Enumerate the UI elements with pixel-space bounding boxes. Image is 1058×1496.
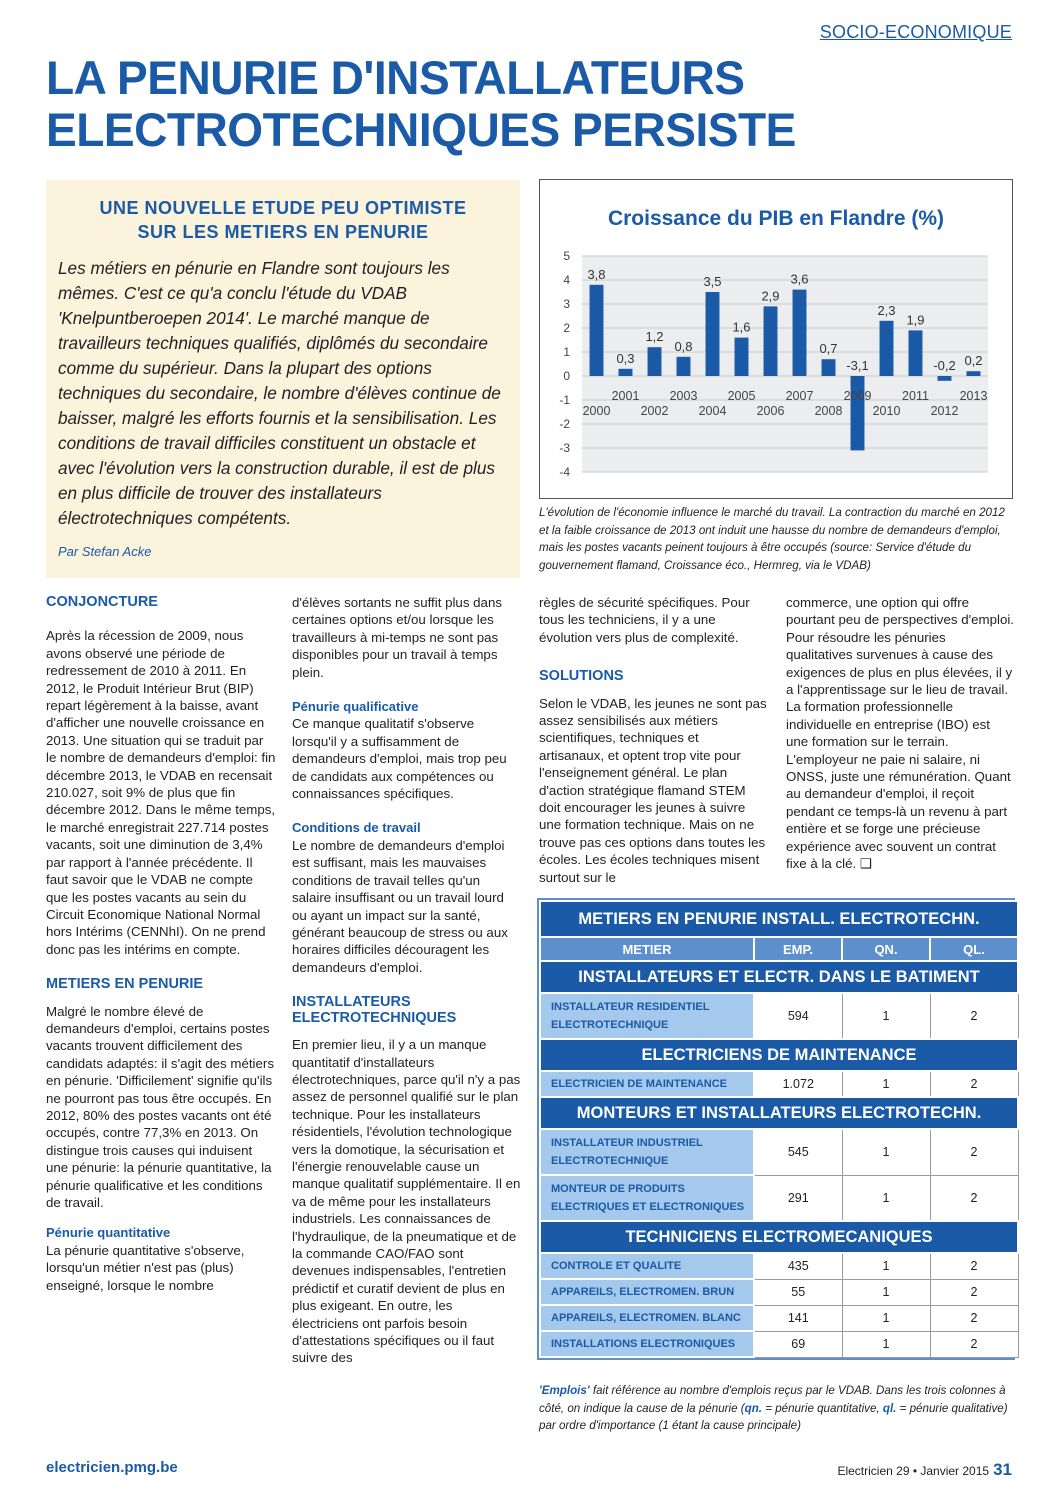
chart-title: Croissance du PIB en Flandre (%)	[607, 207, 945, 230]
metier-name	[540, 1129, 754, 1175]
table-row	[540, 1129, 1018, 1175]
qn-value: 1	[842, 1279, 930, 1305]
ql-value: 2	[930, 1331, 1018, 1357]
table-group-header: TECHNICIENS ELECTROMECANIQUES	[540, 1221, 1018, 1253]
data-label: 3,5	[703, 274, 722, 289]
emp-value: 435	[754, 1253, 842, 1279]
metier-name	[540, 993, 754, 1039]
y-tick-label: 0	[563, 369, 570, 383]
ql-value: 2	[930, 1175, 1018, 1221]
ql-value: 2	[930, 1129, 1018, 1175]
y-tick-label: -1	[559, 393, 570, 407]
x-tick-label: 2003	[669, 389, 698, 403]
heading-penurie-quantitative: Pénurie quantitative	[46, 1225, 171, 1241]
paragraph: Après la récession de 2009, nous avons observé une période de redressement de 2010 à 2011. En 2012, le Produit Intérieur Brut (BIP) repart légèrement à la baisse, avant d'afficher une nouvelle croissance en 2013. Une situation qui se traduit par le nombre de demandeurs d'emploi: fin décembre 2013, le VDAB en recensait 210.027, soit 9% de plus que fin décembre 2012. Dans le même temps, le marché enregistrait 227.714 postes vacants, soit une diminution de 3,4% par rapport à l'année précédente. Il faut savoir que le VDAB ne compte que les postes vacants au sein du Circuit Economique National Normal hors Intérims (CENNhI). On ne prend donc pas les intérims en compte.	[46, 628, 276, 957]
x-tick-label: 2002	[640, 404, 669, 418]
chart-bar	[938, 376, 952, 381]
chart-bar	[793, 290, 807, 376]
emp-value: 594	[754, 993, 842, 1039]
metier-name: INSTALLATIONS ELECTRONIQUES	[540, 1331, 754, 1357]
paragraph: Selon le VDAB, les jeunes ne sont pas assez sensibilisés aux métiers scientifiques, techniques et artisanaux, et optent trop vite pour l'enseignement général. Le plan d'action stratégique flamand STEM doit encourager les jeunes à suivre une formation technique. Mais on ne trouve pas ces options dans toutes les écoles. Les écoles techniques misent surtout sur le	[539, 695, 767, 885]
plot-area	[582, 256, 988, 472]
byline: Par Stefan Acke	[58, 544, 152, 559]
qn-value: 1	[842, 993, 930, 1039]
emp-value: 545	[754, 1129, 842, 1175]
emp-value: 291	[754, 1175, 842, 1221]
chart-bar	[851, 376, 865, 450]
table-row	[540, 1071, 1018, 1097]
shortage-table-wrap	[537, 898, 1015, 1360]
ql-value: 2	[930, 1305, 1018, 1331]
data-label: -0,2	[933, 358, 956, 373]
paragraph: Malgré le nombre élevé de demandeurs d'emploi, certains postes vacants trouvent difficilement des candidats adaptés: il s'agit des métiers en pénurie. 'Difficilement' signifie qu'ils ne pourront pas tous être occupés. En 2012, 80% des postes vacants ont été occupés, contre 77,3% en 2013. On distingue trois causes qui induisent une pénurie: la pénurie quantitative, la pénurie qualificative et les conditions de travail.	[46, 1003, 274, 1210]
emp-value: 69	[754, 1331, 842, 1357]
footer-issue	[837, 1460, 1012, 1480]
gdp-chart	[539, 179, 1013, 499]
intro-heading	[46, 196, 520, 244]
data-label: 0,2	[964, 353, 983, 369]
qn-value: 1	[842, 1129, 930, 1175]
paragraph: commerce, une option qui offre pourtant peu de perspectives d'emploi. Pour résoudre les pénuries qualitatives survenues à cause des exigences de plus en plus élevées, il y a l'apprentissage sur le lieu de travail. La formation professionnelle individuelle en entreprise (IBO) est une formation sur le terrain. L'employeur ne paie ni salaire, ni ONSS, juste une rémunération. Quant au demandeur d'emploi, il reçoit pendant ce temps-là un revenu à part entière et se forge une précieuse expérience avec souvent un contrat fixe à la clé. ❑	[786, 595, 1014, 872]
x-tick-label: 2013	[959, 389, 988, 403]
metier-name: APPAREILS, ELECTROMEN. BLANC	[540, 1305, 754, 1331]
header-emp: EMP.	[754, 937, 842, 961]
chart-bar	[735, 338, 749, 376]
note-text: fait référence au nombre d'emplois reçus par le VDAB. Dans les trois colonnes à côté, on indique la cause de la pénurie (	[539, 1384, 1006, 1415]
y-tick-label: 3	[563, 297, 570, 311]
header-ql: QL.	[930, 937, 1018, 961]
paragraph: Ce manque qualitatif s'observe lorsqu'il y a suffisamment de demandeurs d'emploi, mais trop peu de candidats aux compétences ou connaissances spécifiques.	[292, 716, 507, 802]
table-row	[540, 1305, 1018, 1331]
heading-metiers-en-penurie: METIERS EN PENURIE	[46, 976, 204, 993]
data-label: -3,1	[846, 358, 869, 373]
chart-bar	[677, 357, 691, 376]
data-label: 1,2	[645, 329, 664, 345]
y-tick-label: -3	[559, 441, 570, 455]
heading-conditions-de-travail: Conditions de travail	[292, 820, 421, 836]
column-2	[292, 594, 522, 1367]
intro-box	[46, 180, 520, 578]
intro-heading-line-1: UNE NOUVELLE ETUDE PEU OPTIMISTE	[99, 198, 467, 218]
table-group-header: MONTEURS ET INSTALLATEURS ELECTROTECHN.	[540, 1097, 1018, 1129]
shortage-table	[539, 900, 1019, 1358]
x-tick-label: 2004	[698, 404, 727, 418]
chart-svg	[540, 180, 1012, 498]
paragraph: En premier lieu, il y a un manque quantitatif d'installateurs électrotechniques, parce qu'il n'y a pas assez de personnel qualifié sur le plan technique. Pour les installateurs résidentiels, l'évolution technologique vers la domotique, la sécurisation et l'énergie renouvelable cause un manque qualitatif supplémentaire. Il en va de même pour les installateurs industriels. Les connaissances de l'hydraulique, de la pneumatique et de la commande CAO/FAO sont devenues indispensables, l'entretien prédictif et curatif devient de plus en plus exigeant. En outre, les électriciens ont parfois besoin d'attestations spécifiques ou il faut suivre des	[292, 1037, 521, 1366]
intro-text: Les métiers en pénurie en Flandre sont toujours les mêmes. C'est ce qu'a conclu l'étude du VDAB 'Knelpuntberoepen 2014'. Le marché manque de travailleurs techniques qualifiés, diplômés du secondaire comme du supérieur. Dans la plupart des options techniques du secondaire, le nombre d'élèves continue de baisser, malgré les efforts fournis et la sensibilisation. Les conditions de travail difficiles constituent un obstacle et avec l'évolution vers la construction durable, il est de plus en plus difficile de trouver des installateurs électrotechniques compétents.	[58, 258, 501, 528]
issue-label: Electricien 29 • Janvier 2015	[837, 1464, 990, 1478]
y-tick-label: 4	[563, 273, 570, 287]
chart-caption: L'évolution de l'économie influence le marché du travail. La contraction du marché en 2012 et la faible croissance de 2013 ont induit une hausse du nombre de demandeurs d'emploi, mais les postes vacants peinent toujours à être occupés (source: Service d'étude du gouvernement flamand, Croissance éco., Hermreg, via le VDAB)	[539, 506, 1005, 572]
heading-solutions: SOLUTIONS	[539, 668, 624, 685]
emp-value: 1.072	[754, 1071, 842, 1097]
note-text: = pénurie quantitative,	[762, 1401, 883, 1415]
table-row	[540, 993, 1018, 1039]
header-metier: METIER	[540, 937, 754, 961]
x-tick-label: 2012	[930, 404, 959, 418]
ql-value: 2	[930, 1279, 1018, 1305]
intro-heading-line-2: SUR LES METIERS EN PENURIE	[137, 222, 429, 242]
paragraph: d'élèves sortants ne suffit plus dans certaines options et/ou lorsque les travailleurs à mi-temps ne sont pas disponibles pour un travail à temps plein.	[292, 595, 502, 680]
chart-bar	[822, 359, 836, 376]
x-tick-label: 2001	[611, 389, 640, 403]
table-frame	[537, 898, 1015, 1360]
qn-value: 1	[842, 1331, 930, 1357]
metier-name-line: ELECTROTECHNIQUE	[551, 1155, 669, 1167]
note-emphasis: 'Emplois'	[539, 1384, 590, 1397]
table-group-header: ELECTRICIENS DE MAINTENANCE	[540, 1039, 1018, 1071]
note-emphasis: ql.	[882, 1401, 897, 1415]
x-tick-label: 2007	[785, 389, 814, 403]
table-note	[539, 1382, 1015, 1435]
table-group-header: INSTALLATEURS ET ELECTR. DANS LE BATIMENT	[540, 961, 1018, 993]
metier-name: APPAREILS, ELECTROMEN. BRUN	[540, 1279, 754, 1305]
metier-name-line: ELECTRIQUES ET ELECTRONIQUES	[551, 1201, 745, 1213]
data-label: 2,3	[877, 302, 896, 318]
table-row	[540, 1253, 1018, 1279]
emp-value: 141	[754, 1305, 842, 1331]
qn-value: 1	[842, 1071, 930, 1097]
table-row	[540, 1175, 1018, 1221]
chart-bar	[590, 285, 604, 376]
table-title: METIERS EN PENURIE INSTALL. ELECTROTECHN.	[540, 901, 1018, 937]
metier-name: CONTROLE ET QUALITE	[540, 1253, 754, 1279]
table-row	[540, 1331, 1018, 1357]
chart-bar	[619, 369, 633, 376]
title-line-2: ELECTROTECHNIQUES PERSISTE	[46, 103, 796, 156]
data-label: 0,3	[616, 350, 635, 366]
qn-value: 1	[842, 1253, 930, 1279]
chart-bar	[706, 292, 720, 376]
x-tick-label: 2008	[814, 404, 843, 418]
section-tag: SOCIO-ECONOMIQUE	[819, 22, 1012, 42]
paragraph: règles de sécurité spécifiques. Pour tous les techniciens, il y a une évolution vers plus de complexité.	[539, 595, 750, 645]
note-text: = pénurie qualitative) par ordre d'importance (1 étant la cause principale)	[539, 1401, 1008, 1432]
page-number: 31	[993, 1460, 1012, 1479]
column-1	[46, 594, 276, 1294]
metier-name-line: INSTALLATEUR RESIDENTIEL	[551, 1001, 710, 1013]
table-row	[540, 1279, 1018, 1305]
x-tick-label: 2010	[872, 404, 901, 418]
data-label: 1,6	[732, 319, 751, 335]
column-4	[786, 594, 1014, 873]
y-tick-label: 1	[563, 345, 570, 359]
data-label: 3,6	[790, 271, 809, 287]
paragraph: La pénurie quantitative s'observe, lorsqu'un métier n'est pas (plus) enseigné, lorsque le nombre	[46, 1242, 245, 1293]
emp-value: 55	[754, 1279, 842, 1305]
ql-value: 2	[930, 993, 1018, 1039]
heading-conjoncture: CONJONCTURE	[46, 594, 158, 610]
heading-installateurs	[292, 994, 522, 1026]
header-qn: QN.	[842, 937, 930, 961]
chart-bar	[648, 347, 662, 376]
x-tick-label: 2009	[843, 389, 872, 403]
metier-name: ELECTRICIEN DE MAINTENANCE	[540, 1071, 754, 1097]
x-tick-label: 2011	[902, 389, 929, 403]
footer-site-link[interactable]: electricien.pmg.be	[46, 1459, 178, 1476]
x-tick-label: 2000	[582, 404, 611, 418]
y-tick-label: -2	[559, 417, 570, 431]
data-label: 0,7	[819, 341, 838, 357]
title-line-1: LA PENURIE D'INSTALLATEURS	[46, 51, 745, 104]
metier-name-line: ELECTROTECHNIQUE	[551, 1019, 669, 1031]
qn-value: 1	[842, 1305, 930, 1331]
y-tick-label: -4	[559, 465, 570, 479]
data-label: 3,8	[587, 266, 606, 282]
table-body	[540, 901, 1018, 1357]
x-tick-label: 2005	[727, 389, 756, 403]
note-emphasis: qn.	[744, 1401, 762, 1415]
chart-bar	[880, 321, 894, 376]
metier-name	[540, 1175, 754, 1221]
heading-line: ELECTROTECHNIQUES	[292, 1010, 457, 1027]
heading-penurie-qualificative: Pénurie qualificative	[292, 699, 419, 715]
chart-bar	[967, 371, 981, 376]
y-tick-label: 2	[563, 321, 570, 335]
chart-bar	[764, 306, 778, 376]
heading-line: INSTALLATEURS	[292, 994, 411, 1011]
metier-name-line: MONTEUR DE PRODUITS	[551, 1183, 685, 1195]
paragraph: Le nombre de demandeurs d'emploi est suffisant, mais les mauvaises conditions de travail telles qu'un salaire insuffisant ou un travail lourd ou ayant un impact sur la santé, générant beaucoup de stress ou aux horaires difficiles découragent les demandeurs d'emploi.	[292, 837, 508, 975]
metier-name-line: INSTALLATEUR INDUSTRIEL	[551, 1137, 703, 1149]
qn-value: 1	[842, 1175, 930, 1221]
data-label: 0,8	[674, 338, 693, 354]
data-label: 2,9	[761, 288, 780, 304]
y-tick-label: 5	[563, 249, 570, 263]
data-label: 1,9	[906, 312, 925, 328]
column-3	[539, 594, 767, 886]
x-tick-label: 2006	[756, 404, 785, 418]
chart-bar	[909, 330, 923, 376]
page-title	[46, 52, 987, 156]
ql-value: 2	[930, 1253, 1018, 1279]
ql-value: 2	[930, 1071, 1018, 1097]
